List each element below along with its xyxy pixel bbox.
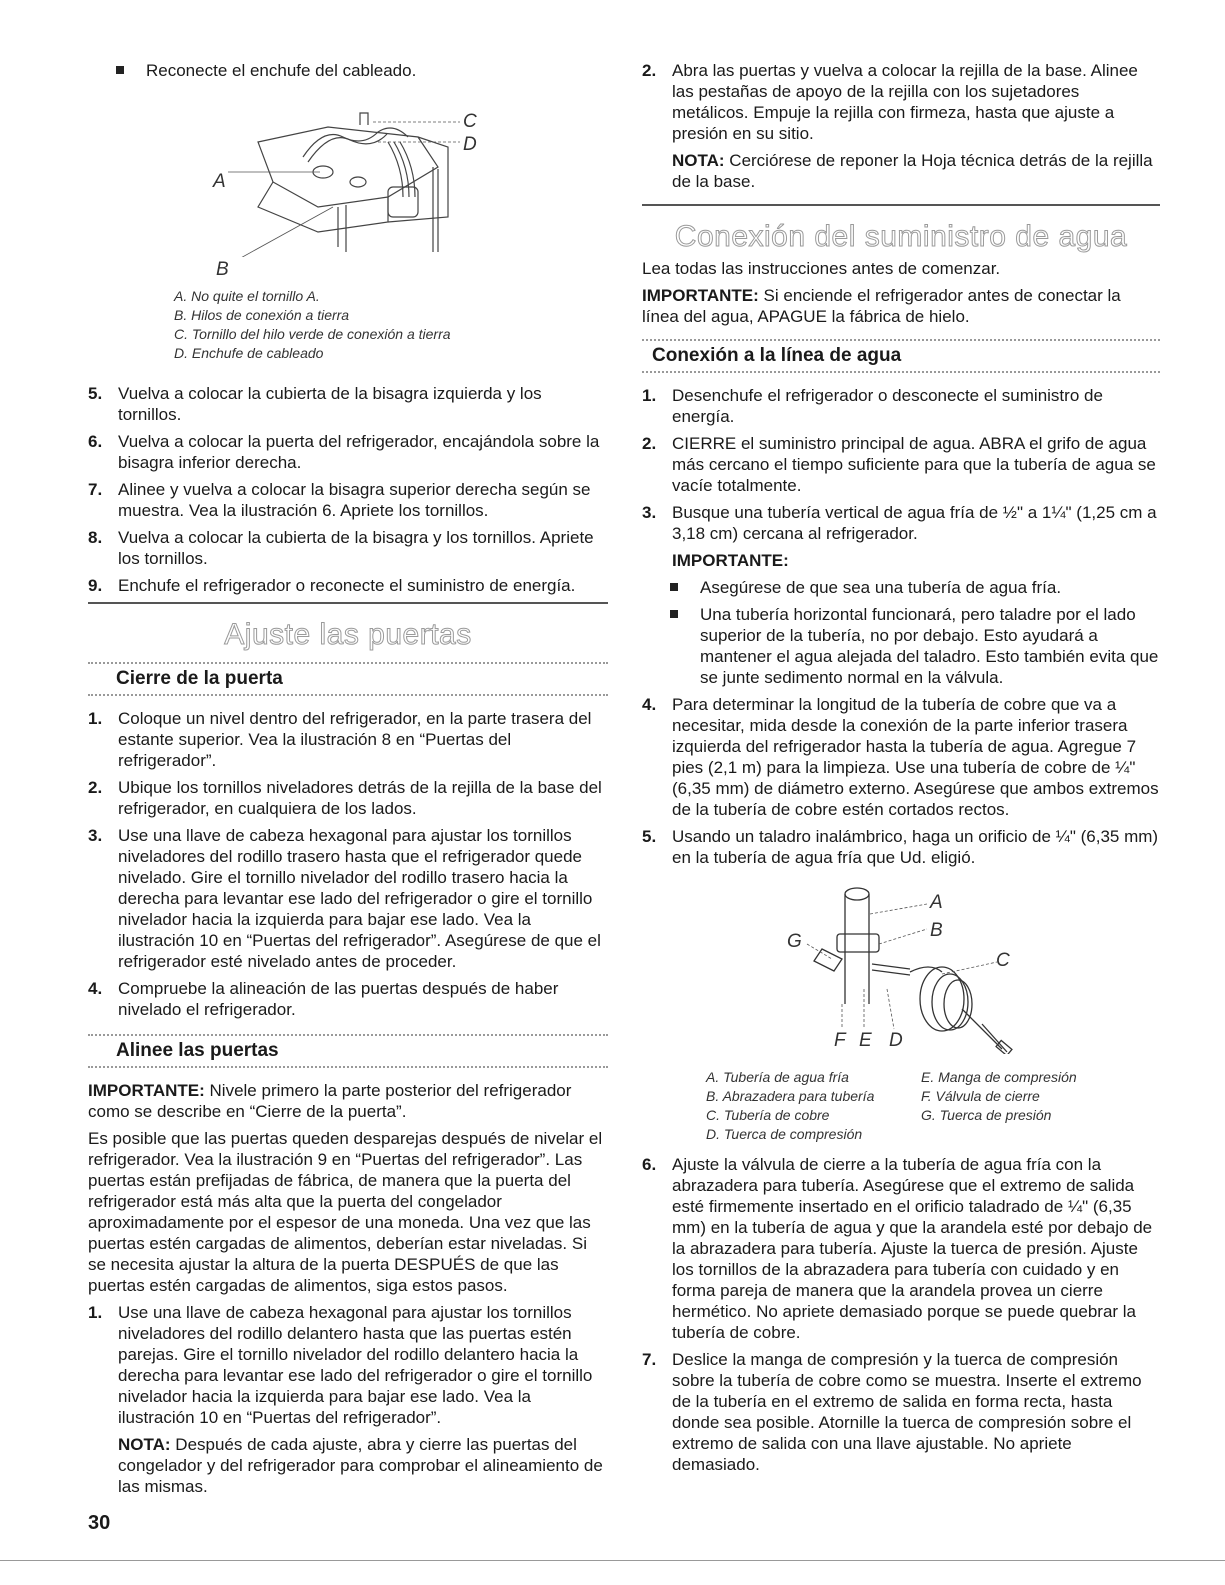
fig2-caption: D. Tuerca de compresión <box>706 1126 863 1142</box>
section-title-conexion: Conexión del suministro de agua <box>674 220 1128 253</box>
water-steps-a <box>642 385 1160 571</box>
subheading-conexion-linea: Conexión a la línea de agua <box>642 339 1160 373</box>
fig2-label-a: A <box>930 892 943 913</box>
body-paragraph: Es posible que las puertas queden desparejas después de nivelar el refrigerador. Vea la ilustración 9 en “Puertas del refrigerador”. Las puertas están prefijadas de fábrica, de manera que la puerta del refrigerador está más alta que la puerta del congelador aproximadamente por el espesor de una moneda. Una vez que las puertas estén cargadas de alimentos, deberían estar niveladas. Si se necesita ajustar la altura de la puerta DESPUÉS de que las puertas estén cargadas de alimentos, siga estos pasos. <box>88 1129 603 1295</box>
fig2-label-d: D <box>889 1030 903 1051</box>
nota-paragraph: NOTA: Cerciórese de reponer la Hoja técnica detrás de la rejilla de la base. <box>672 151 1153 191</box>
fig2-label-f: F <box>834 1030 846 1051</box>
important-paragraph: IMPORTANTE: Nivele primero la parte posterior del refrigerador como se describe en “Cierre de la puerta”. <box>88 1081 572 1121</box>
fig1-label-c: C <box>463 111 477 132</box>
water-steps-c <box>642 1154 1160 1475</box>
bullet-reconnect: Reconecte el enchufe del cableado. <box>88 60 608 81</box>
fig2-caption: G. Tuerca de presión <box>921 1107 1052 1123</box>
fig1-captions <box>174 287 608 363</box>
list-item: 1. Use una llave de cabeza hexagonal para ajustar los tornillos niveladores del rodillo delantero hasta que las puertas estén parejas. Gire el tornillo nivelador del rodillo delantero hacia la derecha para levantar ese lado del refrigerador o gire el tornillo nivelador hacia la izquierda para bajar ese lado. Vea la ilustración 10 en “Puertas del refrigerador”. NOTA: Después de cada ajuste, abra y cierre las puertas del congelador y del refrigerador para comprobar el alineamiento de las mismas. <box>88 1302 608 1497</box>
nota-paragraph: NOTA: Después de cada ajuste, abra y cierre las puertas del congelador y del refrigerador para comprobar el alineamiento de las mismas. <box>118 1435 603 1496</box>
fig2-caption: E. Manga de compresión <box>921 1069 1077 1085</box>
divider <box>88 602 608 604</box>
important-label: IMPORTANTE: <box>672 551 789 570</box>
fig1-label-b: B <box>216 259 229 280</box>
water-steps-b <box>642 694 1160 868</box>
subheading-cierre: Cierre de la puerta <box>88 662 608 696</box>
fig1-caption: C. Tornillo del hilo verde de conexión a tierra <box>174 326 451 342</box>
list-item: 3. Busque una tubería vertical de agua fría de ½" a 1¼" (1,25 cm a 3,18 cm) cercana al refrigerador. IMPORTANTE: <box>642 502 1160 571</box>
list-item: 1. Coloque un nivel dentro del refrigerador, en la parte trasera del estante superior. Vea la ilustración 8 en “Puertas del refrigerador”. <box>88 709 592 770</box>
wiring-illustration <box>88 87 608 257</box>
steps-5-9 <box>88 383 608 596</box>
intro-paragraph: Lea todas las instrucciones antes de comenzar. <box>642 259 1001 278</box>
fig2-caption: A. Tubería de agua fría <box>706 1069 849 1085</box>
fig2-caption: C. Tubería de cobre <box>706 1107 830 1123</box>
list-item: 2. Ubique los tornillos niveladores detrás de la rejilla de la base del refrigerador, en cualquiera de los lados. <box>88 778 602 818</box>
list-item: 1. Desenchufe el refrigerador o desconecte el suministro de energía. <box>642 386 1103 426</box>
fig1-caption: D. Enchufe de cableado <box>174 345 324 361</box>
list-item: 4. Compruebe la alineación de las puertas después de haber nivelado el refrigerador. <box>88 979 559 1019</box>
list-item: Asegúrese de que sea una tubería de agua fría. <box>642 577 1160 598</box>
important-bullets <box>642 577 1160 688</box>
fig1-caption: A. No quite el tornillo A. <box>174 288 320 304</box>
fig1-label-a: A <box>213 171 226 192</box>
fig2-captions <box>706 1068 1160 1144</box>
fig1-caption: B. Hilos de conexión a tierra <box>174 307 350 323</box>
fig1-label-d: D <box>463 134 477 155</box>
list-item: 7. Alinee y vuelva a colocar la bisagra superior derecha según se muestra. Vea la ilustración 6. Apriete los tornillos. <box>88 480 591 520</box>
cierre-steps <box>88 708 608 1020</box>
list-item: 2. CIERRE el suministro principal de agua. ABRA el grifo de agua más cercano el tiempo suficiente para que la tubería de agua se vacíe totalmente. <box>642 434 1156 495</box>
list-item: 9. Enchufe el refrigerador o reconecte el suministro de energía. <box>88 576 576 595</box>
left-column <box>88 60 608 1503</box>
list-item: 6. Vuelva a colocar la puerta del refrigerador, encajándola sobre la bisagra inferior derecha. <box>88 432 600 472</box>
fig2-caption: B. Abrazadera para tubería <box>706 1088 875 1104</box>
list-item: 2. Abra las puertas y vuelva a colocar la rejilla de la base. Alinee las pestañas de apoyo de la rejilla con los sujetadores metálicos. Empuje la rejilla con firmeza, hasta que ajuste a presión en su sitio. NOTA: Cerciórese de reponer la Hoja técnica detrás de la rejilla de la base. <box>642 60 1160 192</box>
list-item: 5. Usando un taladro inalámbrico, haga un orificio de ¼" (6,35 mm) en la tubería de agua fría que Ud. eligió. <box>642 827 1159 867</box>
page-number: 30 <box>88 1512 111 1534</box>
list-item: 4. Para determinar la longitud de la tubería de cobre que va a necesitar, mida desde la conexión de la parte inferior trasera izquierda del refrigerador hasta la tubería de agua. Agregue 7 pies (2,1 m) para la limpieza. Use una tubería de cobre de ¼" (6,35 mm) de diámetro externo. Asegúrese que ambos extremos de la tubería de cobre estén cortados rectos. <box>642 695 1159 819</box>
important-paragraph: IMPORTANTE: Si enciende el refrigerador antes de conectar la línea del agua, APAGUE la fábrica de hielo. <box>642 286 1121 326</box>
wiring-figure <box>88 87 608 280</box>
list-item: 6. Ajuste la válvula de cierre a la tubería de agua fría con la abrazadera para tubería. Asegúrese que el extremo de salida esté firmemente insertado en el orificio taladrado de ¼" (6,35 mm) en la tubería de agua y que la arandela esté por debajo de la abrazadera para tubería. Ajuste la tuerca de presión. Ajuste los tornillos de la abrazadera para tubería con cuidado y en forma pareja de manera que la arandela provea un cierre hermético. No apriete demasiado porque se puede quebrar la tubería de cobre. <box>642 1155 1153 1342</box>
fig2-caption <box>921 1125 1151 1144</box>
list-item: 8. Vuelva a colocar la cubierta de la bisagra y los tornillos. Apriete los tornillos. <box>88 528 594 568</box>
right-column <box>642 60 1160 1481</box>
list-item: 5. Vuelva a colocar la cubierta de la bisagra izquierda y los tornillos. <box>88 384 542 424</box>
fig2-label-c: C <box>996 950 1010 971</box>
divider <box>642 204 1160 206</box>
fig2-caption: F. Válvula de cierre <box>921 1088 1040 1104</box>
valve-illustration <box>642 874 1160 1054</box>
list-item: 7. Deslice la manga de compresión y la tuerca de compresión sobre la tubería de cobre como se muestra. Inserte el extremo de la tubería en el extremo de salida en forma recta, hasta donde sea posible. Atornille la tuerca de compresión sobre el extremo de salida con una llave ajustable. No apriete demasiado. <box>642 1350 1142 1474</box>
bottom-rule <box>0 1560 1225 1561</box>
valve-figure <box>642 874 1160 1054</box>
fig2-label-g: G <box>787 931 802 952</box>
list-item: Una tubería horizontal funcionará, pero taladre por el lado superior de la tubería, no por debajo. Esto ayudará a mantener el agua alejada del taladro. Esto también evita que se junte sedimento normal en la válvula. <box>642 604 1160 688</box>
list-item: 3. Use una llave de cabeza hexagonal para ajustar los tornillos niveladores del rodillo trasero hasta que el refrigerador quede nivelado. Gire el tornillo nivelador del rodillo trasero hacia la derecha para levantar ese lado del refrigerador o gire el tornillo nivelador hacia la izquierda para bajar ese lado. Vea la ilustración 10 en “Puertas del refrigerador”. Asegúrese de que el refrigerador esté nivelado antes de proceder. <box>88 826 601 971</box>
section-title-ajuste: Ajuste las puertas <box>224 618 472 651</box>
subheading-alinee: Alinee las puertas <box>88 1034 608 1068</box>
fig2-label-b: B <box>930 920 943 941</box>
fig2-label-e: E <box>859 1030 872 1051</box>
